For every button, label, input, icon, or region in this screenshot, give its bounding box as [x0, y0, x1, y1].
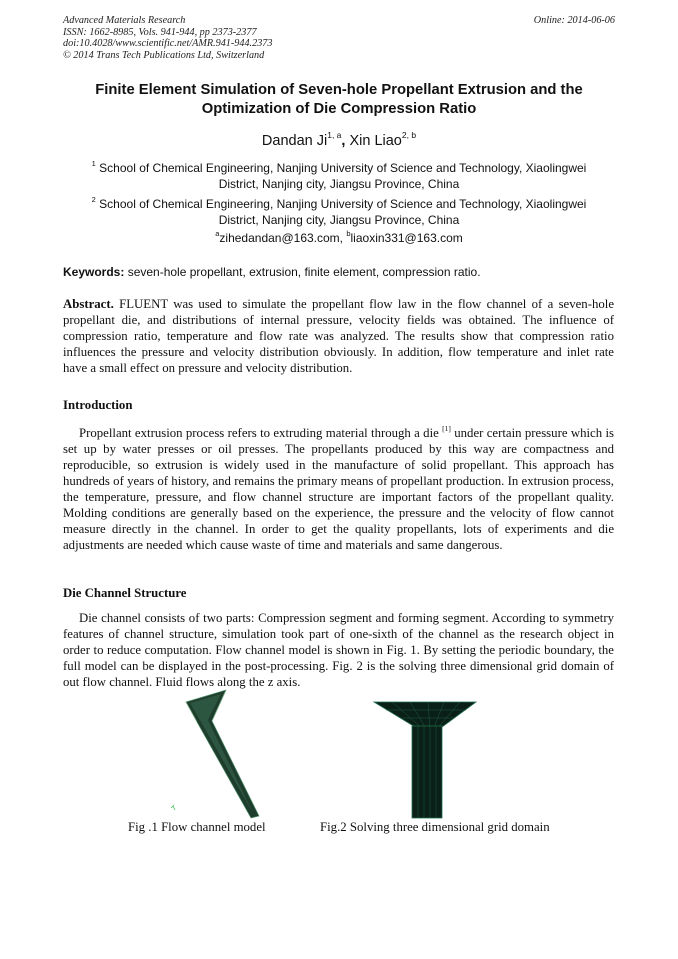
affiliation-1-line-2: District, Nanjing city, Jiangsu Province, China	[218, 177, 460, 191]
author-list	[60, 130, 618, 149]
journal-name: Advanced Materials Research	[63, 15, 186, 26]
email-b-marker: b	[346, 229, 351, 238]
figure-1-caption: Fig .1 Flow channel model	[128, 820, 266, 834]
abstract-label: Abstract.	[63, 297, 114, 311]
author-separator: ,	[341, 133, 346, 149]
affiliation-1-number: 1	[91, 159, 96, 168]
journal-header	[63, 15, 272, 61]
email-a-marker: a	[215, 229, 220, 238]
affiliation-2-line-2: District, Nanjing city, Jiangsu Province, China	[218, 213, 460, 227]
grid-domain-figure	[372, 696, 482, 820]
cylinder-forming-segment	[412, 726, 442, 818]
abstract-text: FLUENT was used to simulate the propellant flow law in the flow channel of a seven-hole propellant die, and distributions of internal pressure, velocity fields was obtained. The influence of compression ratio, temperature and flow rate was analyzed. The results show that compression ratio influences the pressure and velocity distribution obviously. In addition, flow temperature and inlet rate have a small effect on pressure and velocity distribution.	[63, 297, 614, 375]
author-2-affil: 2, b	[401, 130, 417, 140]
author-1: Dandan Ji	[261, 133, 328, 149]
keywords-text: seven-hole propellant, extrusion, finite element, compression ratio.	[124, 265, 481, 279]
copyright-line: © 2014 Trans Tech Publications Ltd, Switzerland	[63, 49, 265, 61]
email-a[interactable]: zihedandan@163.com	[219, 231, 340, 245]
keywords-label: Keywords:	[63, 265, 125, 279]
doi-line: doi:10.4028/www.scientific.net/AMR.941-944.2373	[63, 38, 273, 49]
title-line-2: Optimization of Die Compression Ratio	[201, 101, 477, 117]
author-2: Xin Liao	[345, 133, 402, 149]
intro-text-1: Propellant extrusion process refers to extruding material through a die	[79, 426, 443, 440]
introduction-paragraph	[63, 421, 614, 553]
paper-title	[60, 81, 618, 119]
email-b[interactable]: liaoxin331@163.com	[350, 231, 463, 245]
axis-glyph	[171, 805, 175, 810]
intro-text-2: under certain pressure which is set up by water presses or oil presses. The propellants produced by this way are compactness and reproducible, so extrusion is widely used in the manufacture of solid propellant. This approach has hundreds of years of history, and remains the primary means of propellant production. In extrusion process, the temperature, pressure, and flow channel structure are important factors of the propellant quality. Molding conditions are generally based on the experience, the pressure and the velocity of flow cannot measure directly in the channel. In order to get the quality propellants, lots of experiments and die adjustments are needed which cause waste of time and materials and same dangerous.	[63, 426, 614, 552]
flow-channel-model-figure	[165, 688, 265, 820]
introduction-heading: Introduction	[63, 398, 133, 412]
affiliation-1	[63, 156, 615, 192]
online-date: Online: 2014-06-06	[533, 15, 615, 26]
figure-2-caption: Fig.2 Solving three dimensional grid domain	[320, 820, 550, 834]
keywords	[63, 265, 615, 279]
affiliation-1-line-1: School of Chemical Engineering, Nanjing University of Science and Technology, Xiaolingwei	[99, 161, 587, 175]
author-1-affil: 1, a	[327, 130, 342, 140]
channel-inner-face	[190, 694, 253, 813]
title-line-1: Finite Element Simulation of Seven-hole Propellant Extrusion and the	[95, 82, 583, 98]
author-emails	[63, 229, 615, 245]
affiliation-2-line-1: School of Chemical Engineering, Nanjing University of Science and Technology, Xiaolingwei	[99, 197, 587, 211]
affiliation-2	[63, 192, 615, 228]
affiliation-2-number: 2	[91, 195, 96, 204]
citation-ref[interactable]: [1]	[442, 424, 451, 433]
die-channel-paragraph: Die channel consists of two parts: Compression segment and forming segment. According to symmetry features of channel structure, simulation took part of one-sixth of the channel as the research object in order to reduce computation. Flow channel model is shown in Fig. 1. By setting the periodic boundary, the full model can be displayed in the post-processing. Fig. 2 is the solving three dimensional grid domain of out flow channel. Fluid flows along the z axis.	[63, 611, 614, 689]
abstract	[63, 296, 614, 376]
die-channel-heading: Die Channel Structure	[63, 586, 187, 600]
email-separator: ,	[339, 231, 347, 245]
issn-line: ISSN: 1662-8985, Vols. 941-944, pp 2373-2377	[63, 26, 257, 38]
